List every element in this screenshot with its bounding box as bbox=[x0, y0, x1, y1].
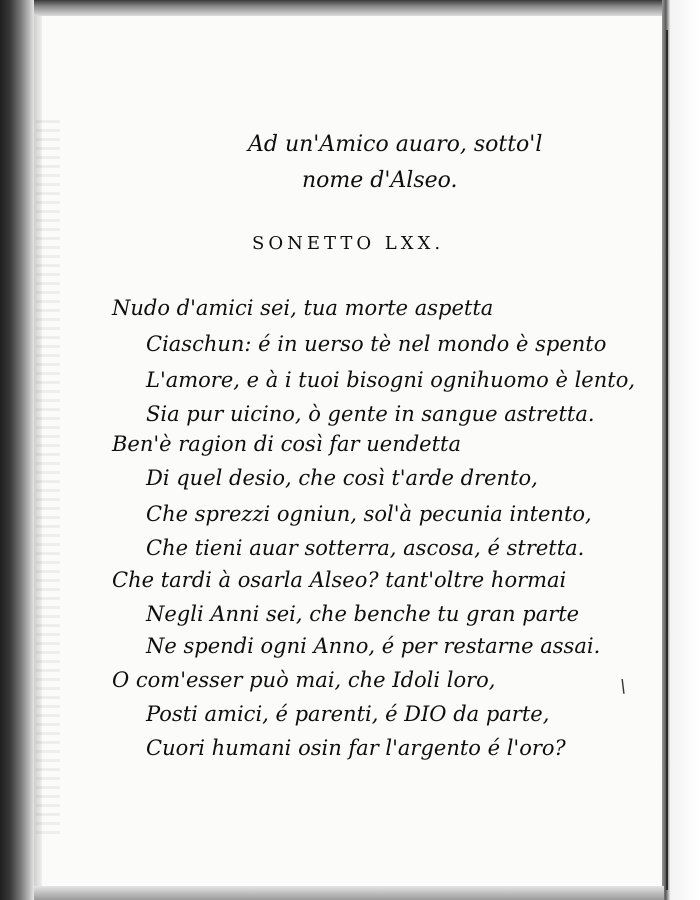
title-line-2: nome d'Alseo. bbox=[302, 168, 458, 193]
verse-line: Di quel desio, che così t'arde drento, bbox=[146, 466, 538, 490]
verse-line: Che sprezzi ogniun, sol'à pecunia intento, bbox=[146, 502, 592, 526]
verse-line: Che tardi à osarla Alseo? tant'oltre hormai bbox=[112, 568, 567, 592]
verse-line: O com'esser può mai, che Idoli loro, bbox=[112, 668, 496, 692]
verse-line: Ne spendi ogni Anno, é per restarne assai. bbox=[146, 634, 601, 658]
verse-line: L'amore, e à i tuoi bisogni ognihuomo è lento, bbox=[146, 368, 636, 392]
verse-line: Sia pur uicino, ò gente in sangue astretta. bbox=[146, 402, 595, 426]
verse-line: Ben'è ragion di così far uendetta bbox=[112, 432, 461, 456]
verse-line: Posti amici, é parenti, é DIO da parte, bbox=[146, 702, 550, 726]
verse-line: Nudo d'amici sei, tua morte aspetta bbox=[112, 296, 494, 320]
verse-line: Che tieni auar sotterra, ascosa, é stretta. bbox=[146, 536, 585, 560]
title-line-1: Ad un'Amico auaro, sotto'l bbox=[248, 132, 543, 157]
verse-line: Ciaschun: é in uerso tè nel mondo è spento bbox=[146, 332, 607, 356]
margin-mark: \ bbox=[620, 676, 627, 697]
verse-line: Negli Anni sei, che benche tu gran parte bbox=[146, 602, 580, 626]
sonnet-heading: SONETTO LXX. bbox=[252, 233, 445, 254]
verse-line: Cuori humani osin far l'argento é l'oro? bbox=[146, 736, 566, 760]
